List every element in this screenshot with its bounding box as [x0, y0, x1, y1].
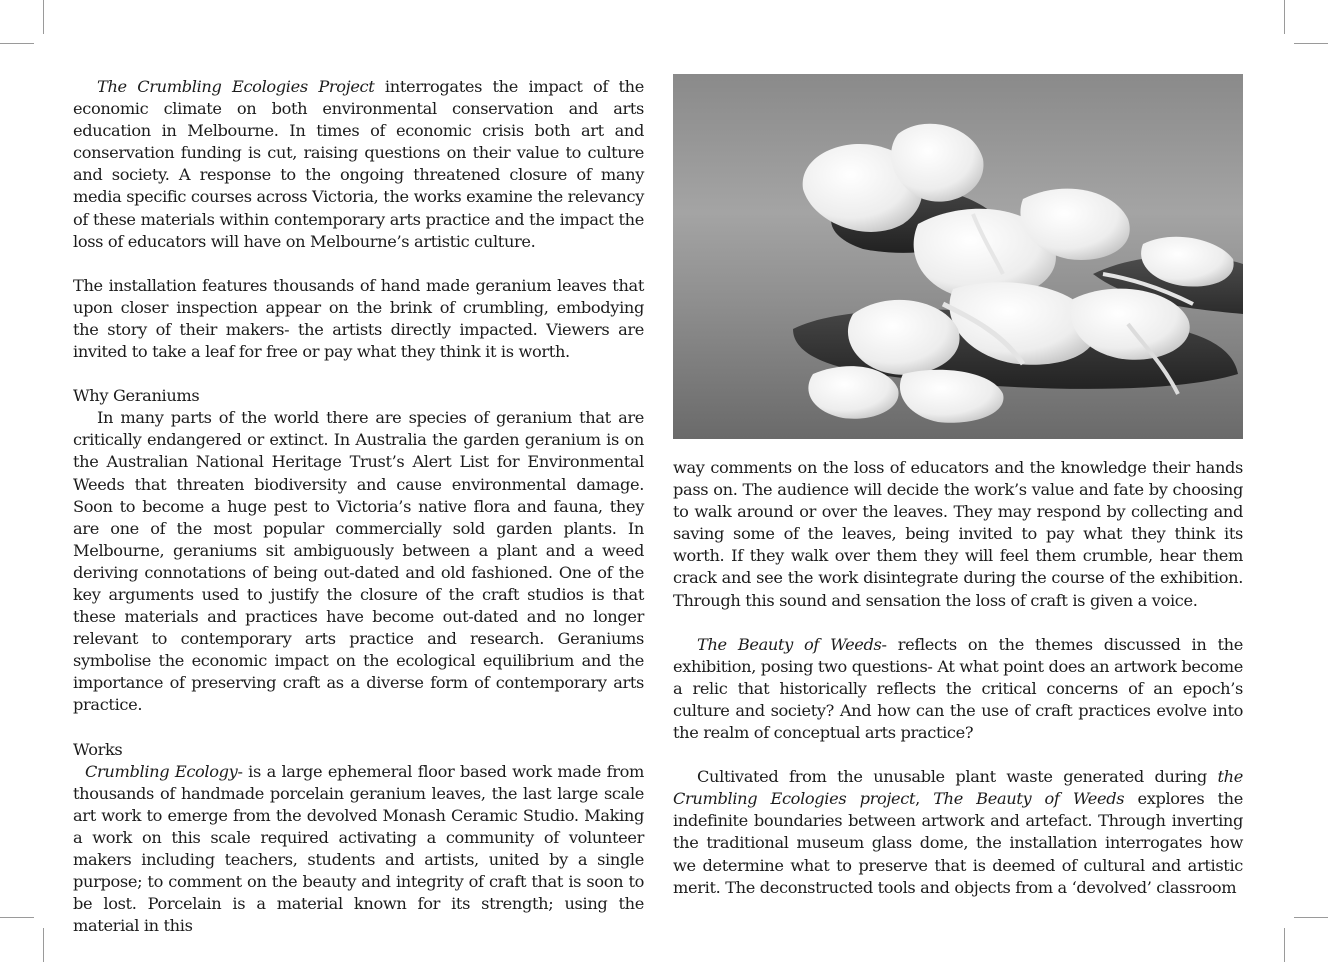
- installation-paragraph: The installation features thousands of hand made geranium leaves that upon closer inspection appear on the brink of crumbling, embodying the story of their makers- the artists directly impacted. Viewers are invited to take a leaf for free or pay what they think it is worth.: [73, 275, 644, 362]
- geranium-leaves-photo: [673, 74, 1243, 439]
- intro-paragraph: The Crumbling Ecologies Project interrogates the impact of the economic climate on both environmental conservation and arts education in Melbourne. In times of economic crisis both art and conservation funding is cut, raising questions on their value to culture and society. A response to the ongoing threatened closure of many media specific courses across Victoria, the works examine the relevancy of these materials within contemporary arts practice and the impact the loss of educators will have on Melbourne’s artistic culture.: [73, 77, 644, 251]
- works-continuation-paragraph: way comments on the loss of educators and the knowledge their hands pass on. The audience will decide the work’s value and fate by choosing to walk around or over the leaves. They may respond by collecting and saving some of the leaves, being invited to pay what they think its worth. If they walk over them they will feel them crumble, hear them crack and see the work disintegrate during the course of the exhibition. Through this sound and sensation the loss of craft is given a voice.: [673, 458, 1243, 610]
- crop-mark: [43, 928, 44, 962]
- beauty-of-weeds-paragraph: The Beauty of Weeds- reflects on the themes discussed in the exhibition, posing two questions- At what point does an artwork become a relic that historically reflects the critical concerns of an epoch’s culture and society? And how can the use of craft practices evolve into the realm of conceptual arts practice?: [673, 634, 1243, 743]
- project-title: The Crumbling Ecologies Project: [97, 77, 375, 96]
- crop-mark: [0, 917, 34, 918]
- crop-mark: [1294, 917, 1328, 918]
- beauty-title: The Beauty of Weeds: [697, 634, 882, 654]
- why-geraniums-paragraph: In many parts of the world there are species of geranium that are critically endangered or extinct. In Australia the garden geranium is on the Australian National Heritage Trust’s Alert List for Environmental Weeds that threaten biodiversity and cause environmental damage. Soon to become a huge pest to Victoria’s native flora and fauna, they are one of the most popular commercially sold garden plants. In Melbourne, geraniums sit ambiguously between a plant and a weed deriving connotations of being out-dated and old fashioned. One of the key arguments used to justify the closure of the craft studios is that these materials and practices have become out-dated and no longer relevant to contemporary arts practice and research. Geraniums symbolise the economic impact on the ecological equilibrium and the importance of preserving craft as a diverse form of contemporary arts practice.: [73, 408, 644, 715]
- crop-mark: [1294, 43, 1328, 44]
- crop-mark: [0, 43, 34, 44]
- crop-mark: [1284, 928, 1285, 962]
- work-title: Crumbling Ecology: [85, 761, 238, 781]
- cultivated-paragraph: Cultivated from the unusable plant waste generated during the Crumbling Ecologies project, The Beauty of Weeds explores the indefinite boundaries between artwork and artefact. Through inverting the traditional museum glass dome, the installation interrogates how we determine what to preserve that is deemed of cultural and artistic merit. The deconstructed tools and objects from a ‘devolved’ classroom: [673, 767, 1243, 897]
- right-column: [673, 457, 1243, 899]
- left-column: [73, 76, 644, 937]
- porcelain-leaves-illustration: [673, 74, 1243, 439]
- works-paragraph: Crumbling Ecology- is a large ephemeral floor based work made from thousands of handmade porcelain geranium leaves, the last large scale art work to emerge from the devolved Monash Ceramic Studio. Making a work on this scale required activating a community of volunteer makers including teachers, students and artists, united by a single purpose; to comment on the beauty and integrity of craft that is soon to be lost. Porcelain is a material known for its strength; using the material in this: [73, 761, 644, 936]
- crop-mark: [1284, 0, 1285, 34]
- why-geraniums-heading: Why Geraniums: [73, 386, 200, 406]
- crop-mark: [43, 0, 44, 34]
- works-heading: Works: [73, 739, 123, 759]
